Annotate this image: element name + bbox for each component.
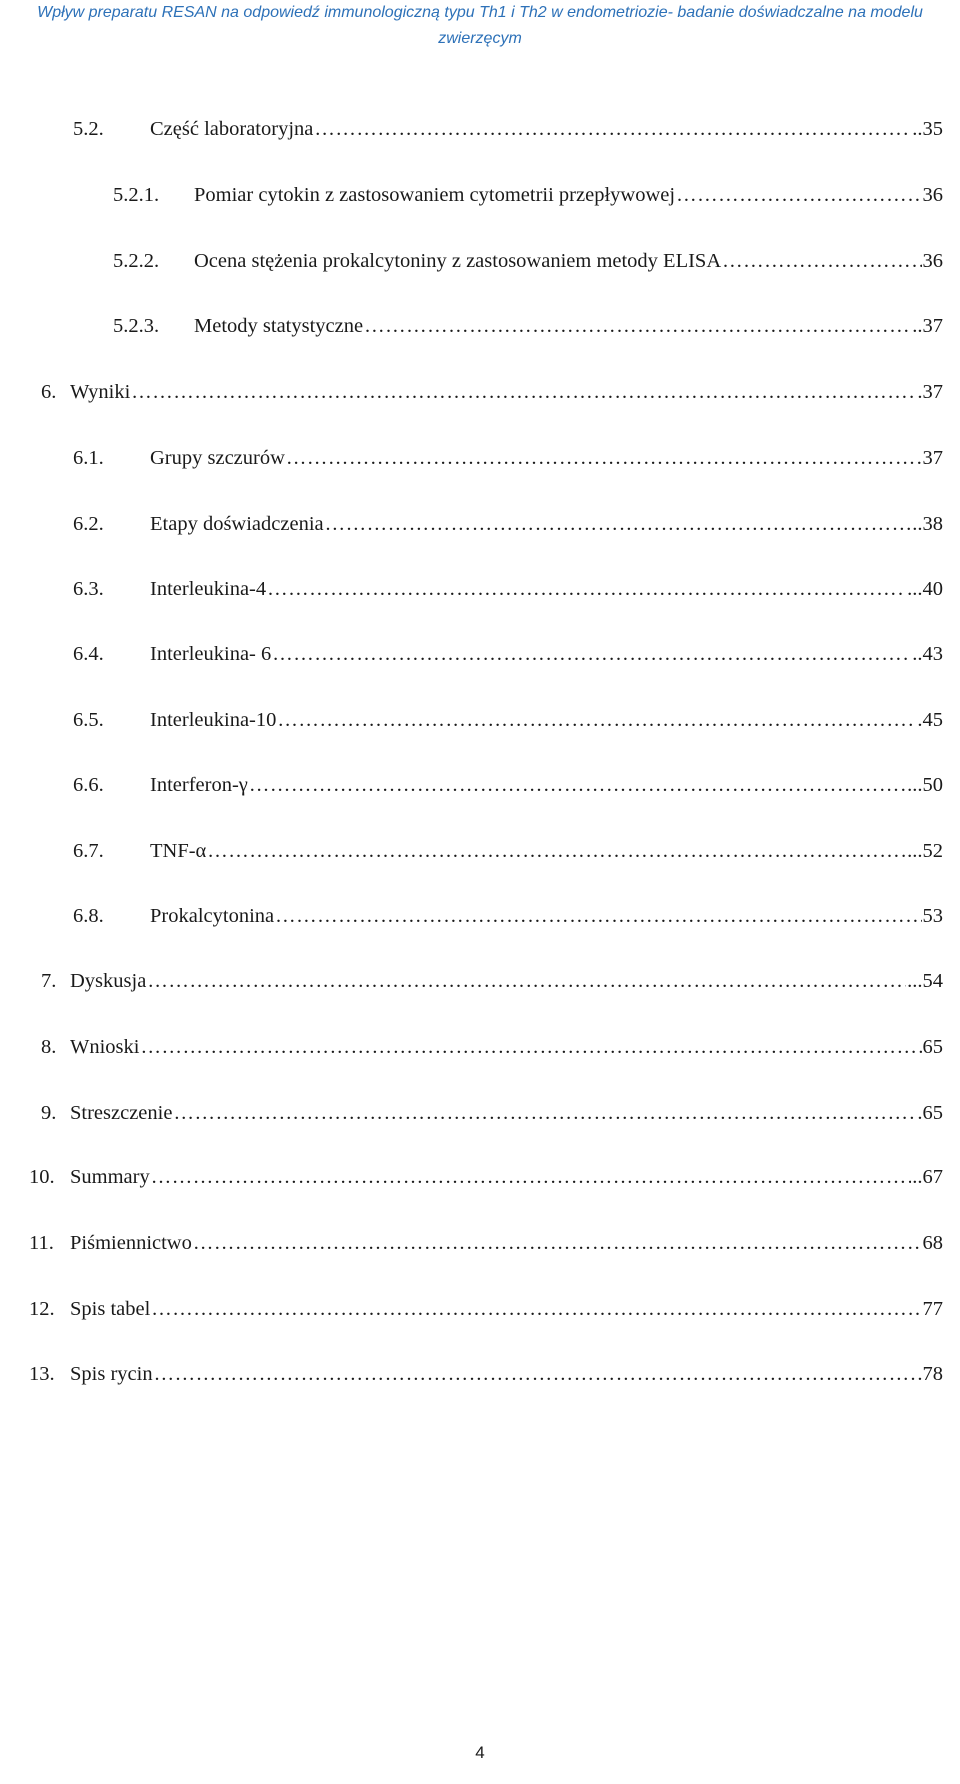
toc-entry-page: .65 xyxy=(917,1102,943,1124)
toc-entry[interactable] xyxy=(29,1163,943,1191)
toc-leader-dots xyxy=(267,575,906,603)
toc-entry[interactable] xyxy=(73,902,943,930)
toc-entry-number: 6. xyxy=(41,381,57,403)
toc-entry[interactable] xyxy=(113,181,943,209)
toc-entry[interactable] xyxy=(41,378,943,406)
toc-leader-dots xyxy=(325,510,912,538)
toc-entry-title: Metody statystyczne xyxy=(194,315,364,337)
toc-entry-number: 6.7. xyxy=(73,840,104,862)
toc-leader-dots xyxy=(173,1099,916,1127)
toc-entry[interactable] xyxy=(29,1295,943,1323)
toc-entry-page: 68 xyxy=(922,1232,943,1254)
toc-leader-dots xyxy=(722,247,921,275)
toc-entry[interactable] xyxy=(73,640,943,668)
toc-entry-title: Dyskusja xyxy=(70,970,147,992)
toc-entry-number: 6.1. xyxy=(73,447,104,469)
toc-entry-number: 5.2.3. xyxy=(113,315,160,337)
toc-entry-number: 13. xyxy=(29,1363,55,1385)
toc-entry-number: 10. xyxy=(29,1166,55,1188)
running-header-line-1: Wpływ preparatu RESAN na odpowiedź immunologiczną typu Th1 i Th2 w endometriozie- badanie doświadczalne na modelu xyxy=(37,4,923,21)
toc-entry-number: 6.2. xyxy=(73,513,104,535)
toc-entry-title: Wnioski xyxy=(70,1036,140,1058)
toc-entry-page: ..37 xyxy=(912,315,943,337)
toc-entry-title: Piśmiennictwo xyxy=(70,1232,192,1254)
toc-entry-number: 5.2.1. xyxy=(113,184,160,206)
toc-entry-number: 5.2. xyxy=(73,118,104,140)
toc-entry[interactable] xyxy=(41,967,943,995)
toc-entry-title: Streszczenie xyxy=(70,1102,173,1124)
toc-entry-page: ...54 xyxy=(907,970,943,992)
toc-entry-page: 77 xyxy=(922,1298,943,1320)
toc-leader-dots xyxy=(314,115,911,143)
toc-entry-page: .78 xyxy=(917,1363,943,1385)
toc-entry[interactable] xyxy=(29,1360,943,1388)
toc-entry-number: 6.5. xyxy=(73,709,104,731)
toc-entry[interactable] xyxy=(41,1033,943,1061)
toc-entry-page: 36 xyxy=(922,250,943,272)
toc-entry-title: Ocena stężenia prokalcytoniny z zastosowaniem metody ELISA xyxy=(194,250,722,272)
toc-entry-number: 6.4. xyxy=(73,643,104,665)
toc-entry-title: Grupy szczurów xyxy=(150,447,285,469)
toc-entry-page: 65 xyxy=(922,1036,943,1058)
toc-leader-dots xyxy=(147,967,906,995)
toc-entry-number: 5.2.2. xyxy=(113,250,160,272)
toc-leader-dots xyxy=(286,444,922,472)
toc-leader-dots xyxy=(676,181,921,209)
toc-entry-page: ..43 xyxy=(912,643,943,665)
toc-leader-dots xyxy=(364,312,911,340)
toc-entry-page: .45 xyxy=(917,709,943,731)
toc-entry-title: TNF-α xyxy=(150,840,207,862)
toc-entry-title: Spis rycin xyxy=(70,1363,153,1385)
toc-entry-title: Wyniki xyxy=(70,381,131,403)
toc-entry-number: 6.3. xyxy=(73,578,104,600)
toc-entry-page: ..35 xyxy=(912,118,943,140)
toc-entry-title: Summary xyxy=(70,1166,150,1188)
toc-entry-number: 12. xyxy=(29,1298,55,1320)
toc-entry[interactable] xyxy=(113,312,943,340)
toc-leader-dots xyxy=(193,1229,922,1257)
toc-entry-number: 7. xyxy=(41,970,57,992)
toc-entry-title: Interleukina-4 xyxy=(150,578,267,600)
toc-leader-dots xyxy=(151,1163,912,1191)
toc-entry[interactable] xyxy=(73,510,943,538)
running-header xyxy=(0,0,960,52)
toc-leader-dots xyxy=(249,771,906,799)
toc-leader-dots xyxy=(131,378,916,406)
toc-entry-page: 53 xyxy=(922,905,943,927)
toc-entry-number: 6.6. xyxy=(73,774,104,796)
toc-entry-page: ...52 xyxy=(907,840,943,862)
toc-leader-dots xyxy=(272,640,911,668)
toc-entry-page: ...50 xyxy=(907,774,943,796)
toc-leader-dots xyxy=(277,706,916,734)
toc-entry-title: Spis tabel xyxy=(70,1298,151,1320)
toc-entry[interactable] xyxy=(73,575,943,603)
toc-entry[interactable] xyxy=(73,115,943,143)
toc-entry-page: .37 xyxy=(917,381,943,403)
toc-entry-page: 37 xyxy=(922,447,943,469)
toc-entry[interactable] xyxy=(73,771,943,799)
toc-leader-dots xyxy=(207,837,906,865)
toc-entry-title: Prokalcytonina xyxy=(150,905,275,927)
toc-leader-dots xyxy=(140,1033,921,1061)
toc-entry-number: 9. xyxy=(41,1102,57,1124)
toc-entry[interactable] xyxy=(41,1099,943,1127)
toc-entry[interactable] xyxy=(113,247,943,275)
running-header-line-2: zwierzęcym xyxy=(438,30,522,47)
toc-entry-title: Część laboratoryjna xyxy=(150,118,314,140)
toc-entry-title: Interleukina-10 xyxy=(150,709,277,731)
page-number: 4 xyxy=(475,1743,485,1762)
toc-entry-title: Interleukina- 6 xyxy=(150,643,272,665)
toc-leader-dots xyxy=(151,1295,921,1323)
toc-entry-title: Interferon-γ xyxy=(150,774,248,796)
toc-entry[interactable] xyxy=(29,1229,943,1257)
toc-entry-page: ...40 xyxy=(907,578,943,600)
toc-entry[interactable] xyxy=(73,444,943,472)
toc-entry-number: 6.8. xyxy=(73,905,104,927)
toc-leader-dots xyxy=(275,902,921,930)
toc-entry-page: ..38 xyxy=(912,513,943,535)
toc-entry-page: 36 xyxy=(922,184,943,206)
toc-entry-title: Etapy doświadczenia xyxy=(150,513,324,535)
toc-entry-number: 11. xyxy=(29,1232,54,1254)
toc-leader-dots xyxy=(154,1360,917,1388)
toc-entry-title: Pomiar cytokin z zastosowaniem cytometrii przepływowej xyxy=(194,184,676,206)
toc-entry[interactable] xyxy=(73,837,943,865)
toc-entry[interactable] xyxy=(73,706,943,734)
toc-entry-page: ..67 xyxy=(912,1166,943,1188)
toc-entry-number: 8. xyxy=(41,1036,57,1058)
